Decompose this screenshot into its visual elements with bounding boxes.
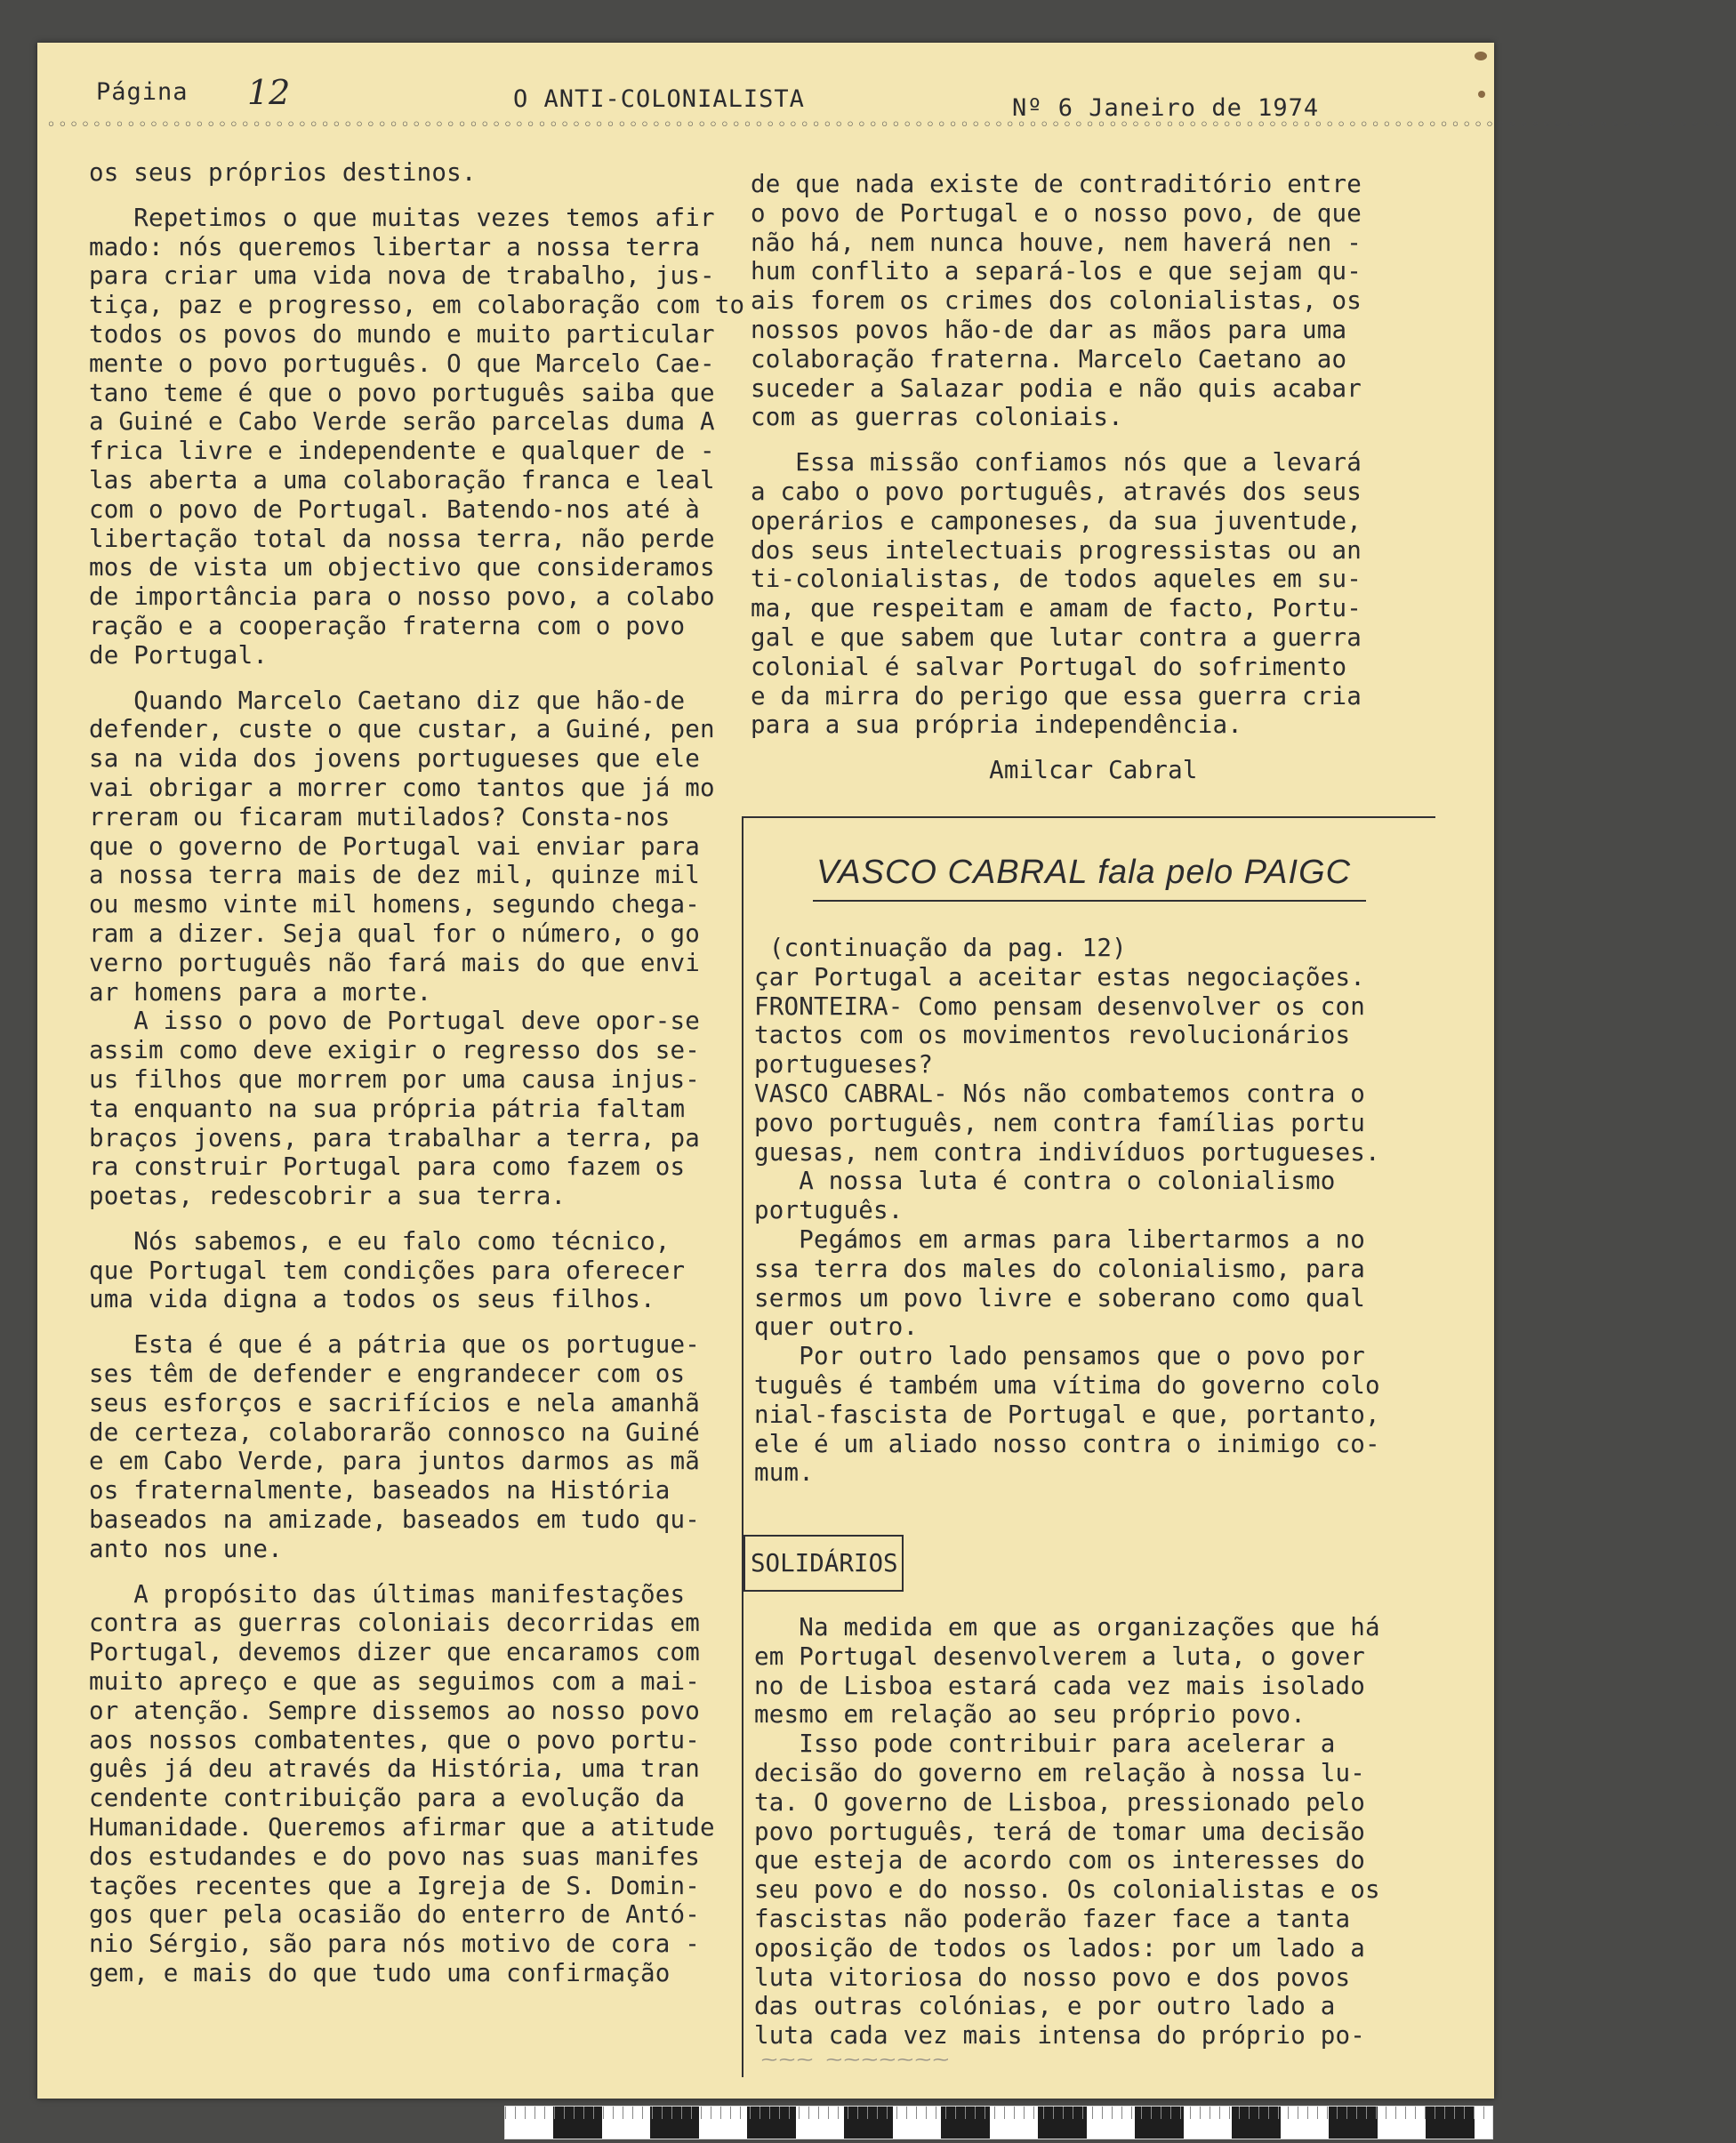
text-line: ta enquanto na sua própria pátria faltam xyxy=(89,1094,686,1123)
vasco-interview-text xyxy=(754,934,1380,1488)
text-line: uma vida digna a todos os seus filhos. xyxy=(89,1285,655,1314)
document-page xyxy=(37,43,1736,2099)
text-line: vai obrigar a morrer como tantos que já mo xyxy=(89,773,715,802)
text-line: Quando Marcelo Caetano diz que hão-de xyxy=(89,686,686,715)
text-line: dos estudandes e do povo nas suas manifes xyxy=(89,1842,701,1871)
text-line: que esteja de acordo com os interesses do xyxy=(754,1846,1366,1875)
text-line: mos de vista um objectivo que consideramos xyxy=(89,553,715,582)
scale-ticks xyxy=(505,2107,1492,2119)
paragraph-gap xyxy=(89,1314,792,1330)
text-line: luta vitoriosa do nosso povo e dos povos xyxy=(754,1962,1351,1992)
text-line: a nossa terra mais de dez mil, quinze mil xyxy=(89,861,701,890)
text-line: ais forem os crimes dos colonialistas, os xyxy=(751,286,1362,316)
text-line: rreram ou ficaram mutilados? Consta-nos xyxy=(89,802,671,831)
text-line: guês já deu através da História, uma tran xyxy=(89,1754,701,1784)
text-line: Pegámos em armas para libertarmos a no xyxy=(754,1224,1366,1254)
text-line: colonial é salvar Portugal do sofrimento xyxy=(751,652,1347,681)
faded-footer-smudge: ⁓⁓⁓ ⁓⁓⁓⁓⁓⁓⁓ xyxy=(761,2051,951,2069)
text-line: de certeza, colaborarão connosco na Guiné xyxy=(89,1417,701,1447)
ink-dot xyxy=(1478,91,1485,98)
text-line: aos nossos combatentes, que o povo portu- xyxy=(89,1725,701,1754)
text-line: libertação total da nossa terra, não perde xyxy=(89,524,715,553)
text-line: cendente contribuição para a evolução da xyxy=(89,1784,686,1813)
vasco-cabral-box xyxy=(742,816,1435,2077)
solidarios-heading: SOLIDÁRIOS xyxy=(751,1549,898,1577)
text-line: ti-colonialistas, de todos aqueles em su- xyxy=(751,565,1362,594)
text-line: Por outro lado pensamos que o povo por xyxy=(754,1342,1366,1371)
text-line: Humanidade. Queremos afirmar que a atitude xyxy=(89,1813,715,1842)
text-line: hum conflito a separá-los e que sejam qu- xyxy=(751,257,1362,286)
text-line: A propósito das últimas manifestações xyxy=(89,1579,686,1609)
text-line: seu povo e do nosso. Os colonialistas e os xyxy=(754,1875,1380,1905)
text-line: não há, nem nunca houve, nem haverá nen - xyxy=(751,228,1362,257)
text-line: luta cada vez mais intensa do próprio po- xyxy=(754,2021,1366,2051)
text-line: seus esforços e sacrifícios e nela amanhã xyxy=(89,1388,701,1417)
text-line: Isso pode contribuir para acelerar a xyxy=(754,1730,1336,1759)
text-line: (continuação da pag. 12) xyxy=(754,934,1127,962)
text-line: Amilcar Cabral xyxy=(751,756,1198,785)
paragraph-gap xyxy=(89,1211,792,1227)
text-line: que o governo de Portugal vai enviar para xyxy=(89,831,701,861)
text-line: ra construir Portugal para como fazem os xyxy=(89,1152,686,1182)
text-line: sermos um povo livre e soberano como qual xyxy=(754,1283,1366,1312)
text-line: ração e a cooperação fraterna com o povo xyxy=(89,611,686,640)
text-line: Na medida em que as organizações que há xyxy=(754,1613,1380,1641)
right-column-text xyxy=(751,170,1444,785)
text-line: no de Lisboa estará cada vez mais isolado xyxy=(754,1671,1366,1700)
text-line: contra as guerras coloniais decorridas em xyxy=(89,1609,701,1638)
text-line: mesmo em relação ao seu próprio povo. xyxy=(754,1700,1306,1730)
text-line: tações recentes que a Igreja de S. Domin- xyxy=(89,1871,701,1900)
text-line: Essa missão confiamos nós que a levará xyxy=(751,448,1362,478)
text-line: povo português, nem contra famílias portu xyxy=(754,1108,1366,1137)
text-line: defender, custe o que custar, a Guiné, pen xyxy=(89,715,715,744)
text-line: gos quer pela ocasião do enterro de Antó- xyxy=(89,1900,701,1930)
text-line: baseados na amizade, baseados em tudo qu- xyxy=(89,1505,701,1535)
text-line: de Portugal. xyxy=(89,640,269,670)
text-line: que Portugal tem condições para oferecer xyxy=(89,1256,686,1285)
text-line: tano teme é que o povo português saiba que xyxy=(89,378,715,407)
paragraph-gap xyxy=(751,432,1444,448)
text-line: us filhos que morrem por uma causa injus- xyxy=(89,1064,701,1094)
text-line: anto nos une. xyxy=(89,1534,283,1563)
text-line: tiça, paz e progresso, em colaboração com to xyxy=(89,291,745,320)
text-line: Portugal, devemos dizer que encaramos com xyxy=(89,1638,701,1667)
text-line: FRONTEIRA- Como pensam desenvolver os con xyxy=(754,991,1366,1021)
text-line: de importância para o nosso povo, a colabo xyxy=(89,582,715,612)
text-line: a Guiné e Cabo Verde serão parcelas duma A xyxy=(89,407,715,437)
text-line: dos seus intelectuais progressistas ou an xyxy=(751,535,1362,565)
text-line: tuguês é também uma vítima do governo colo xyxy=(754,1370,1380,1400)
text-line: ele é um aliado nosso contra o inimigo co- xyxy=(754,1429,1380,1458)
solidarios-text xyxy=(754,1613,1380,2051)
text-line: e da mirra do perigo que essa guerra cria xyxy=(751,681,1362,710)
text-line: mum. xyxy=(754,1458,815,1488)
text-line: or atenção. Sempre dissemos ao nosso povo xyxy=(89,1696,701,1725)
text-line: fascistas não poderão fazer face a tanta xyxy=(754,1904,1351,1933)
text-line: com o povo de Portugal. Batendo-nos até à xyxy=(89,494,701,524)
newspaper-title: O ANTI-COLONIALISTA xyxy=(513,85,805,113)
paragraph-gap xyxy=(89,188,792,204)
text-line: nial-fascista de Portugal e que, portanto, xyxy=(754,1400,1380,1429)
text-line: las aberta a uma colaboração franca e leal xyxy=(89,465,715,494)
text-line: gal e que sabem que lutar contra a guerra xyxy=(751,622,1362,652)
text-line: ssa terra dos males do colonialismo, para xyxy=(754,1254,1366,1283)
paragraph-gap xyxy=(89,670,792,686)
text-line: mente o povo português. O que Marcelo Cae- xyxy=(89,349,715,378)
text-line: decisão do governo em relação à nossa lu- xyxy=(754,1758,1366,1787)
text-line: oposição de todos os lados: por um lado a xyxy=(754,1933,1366,1962)
paragraph-gap xyxy=(89,1564,792,1580)
text-line: operários e camponeses, da sua juventude, xyxy=(751,506,1362,535)
text-line: Repetimos o que muitas vezes temos afir xyxy=(89,203,715,232)
text-line: povo português, terá de tomar uma decisão xyxy=(754,1817,1366,1846)
paragraph-gap xyxy=(751,740,1444,756)
page-number: 12 xyxy=(247,73,291,112)
text-line: çar Portugal a aceitar estas negociações. xyxy=(754,962,1366,991)
text-line: portugueses? xyxy=(754,1050,934,1080)
text-line: suceder a Salazar podia e não quis acabar xyxy=(751,373,1362,403)
header-dotted-rule: ◦◦◦◦◦◦◦◦◦◦◦◦◦◦◦◦◦◦◦◦◦◦◦◦◦◦◦◦◦◦◦◦◦◦◦◦◦◦◦◦◦◦◦◦◦◦◦◦◦◦◦◦◦◦◦◦◦◦◦◦◦◦◦◦◦◦◦◦◦◦◦◦◦◦◦◦◦◦◦◦◦◦◦◦◦◦◦◦◦◦◦◦◦◦◦◦◦◦◦◦◦◦◦◦◦◦◦◦◦◦◦◦◦◦◦◦◦◦◦◦◦◦◦◦◦◦◦◦◦◦◦◦◦◦◦◦◦◦◦◦◦◦◦◦◦◦◦◦ xyxy=(46,116,1736,134)
text-line: nossos povos hão-de dar as mãos para uma xyxy=(751,315,1347,344)
text-line: os seus próprios destinos. xyxy=(89,158,477,187)
text-line: de que nada existe de contraditório entre xyxy=(751,170,1362,198)
text-line: nio Sérgio, são para nós motivo de cora - xyxy=(89,1930,701,1959)
text-line: mado: nós queremos libertar a nossa terra xyxy=(89,232,701,261)
color-scale-bar xyxy=(504,2106,1493,2139)
text-line: poetas, redescobrir a sua terra. xyxy=(89,1182,567,1211)
text-line: para criar uma vida nova de trabalho, jus- xyxy=(89,261,715,291)
text-line: ram a dizer. Seja qual for o número, o go xyxy=(89,919,701,948)
text-line: ta. O governo de Lisboa, pressionado pelo xyxy=(754,1787,1366,1817)
solidarios-heading-box xyxy=(743,1535,904,1592)
text-line: A nossa luta é contra o colonialismo xyxy=(754,1167,1336,1196)
text-line: Nós sabemos, e eu falo como técnico, xyxy=(89,1226,671,1256)
text-line: verno português não fará mais do que envi xyxy=(89,948,701,977)
issue-date: Nº 6 Janeiro de 1974 xyxy=(1012,94,1320,122)
text-line: português. xyxy=(754,1196,904,1225)
text-line: assim como deve exigir o regresso dos se- xyxy=(89,1036,701,1065)
text-line: colaboração fraterna. Marcelo Caetano ao xyxy=(751,344,1347,373)
text-line: a cabo o povo português, através dos seus xyxy=(751,477,1362,506)
text-line: gem, e mais do que tudo uma confirmação xyxy=(89,1959,671,1988)
text-line: braços jovens, para trabalhar a terra, pa xyxy=(89,1123,701,1152)
text-line: ma, que respeitam e amam de facto, Portu- xyxy=(751,594,1362,623)
text-line: guesas, nem contra indivíduos portugueses. xyxy=(754,1137,1380,1167)
text-line: Esta é que é a pátria que os portugue- xyxy=(89,1330,701,1360)
staple-mark xyxy=(1475,52,1487,60)
text-line: frica livre e independente e qualquer de - xyxy=(89,437,715,466)
text-line: das outras colónias, e por outro lado a xyxy=(754,1992,1336,2021)
title-underline xyxy=(813,900,1366,902)
text-line: com as guerras coloniais. xyxy=(751,403,1123,432)
text-line: e em Cabo Verde, para juntos darmos as mã xyxy=(89,1447,701,1476)
text-line: A isso o povo de Portugal deve opor-se xyxy=(89,1007,701,1036)
text-line: o povo de Portugal e o nosso povo, de que xyxy=(751,198,1362,228)
text-line: muito apreço e que as seguimos com a mai- xyxy=(89,1667,701,1697)
vasco-cabral-title: VASCO CABRAL fala pelo PAIGC xyxy=(816,854,1352,891)
text-line: ou mesmo vinte mil homens, segundo chega- xyxy=(89,890,701,919)
text-line: em Portugal desenvolverem a luta, o gover xyxy=(754,1641,1366,1671)
text-line: quer outro. xyxy=(754,1312,919,1342)
text-line: ar homens para a morte. xyxy=(89,977,432,1007)
page-label: Página xyxy=(96,78,189,106)
text-line: para a sua própria independência. xyxy=(751,710,1242,740)
text-line: sa na vida dos jovens portugueses que ele xyxy=(89,744,701,774)
left-column-text xyxy=(89,158,792,1988)
text-line: VASCO CABRAL- Nós não combatemos contra o xyxy=(754,1079,1366,1108)
text-line: os fraternalmente, baseados na História xyxy=(89,1476,671,1505)
text-line: todos os povos do mundo e muito particular xyxy=(89,319,715,349)
text-line: ses têm de defender e engrandecer com os xyxy=(89,1360,686,1389)
text-line: tactos com os movimentos revolucionários xyxy=(754,1021,1351,1050)
